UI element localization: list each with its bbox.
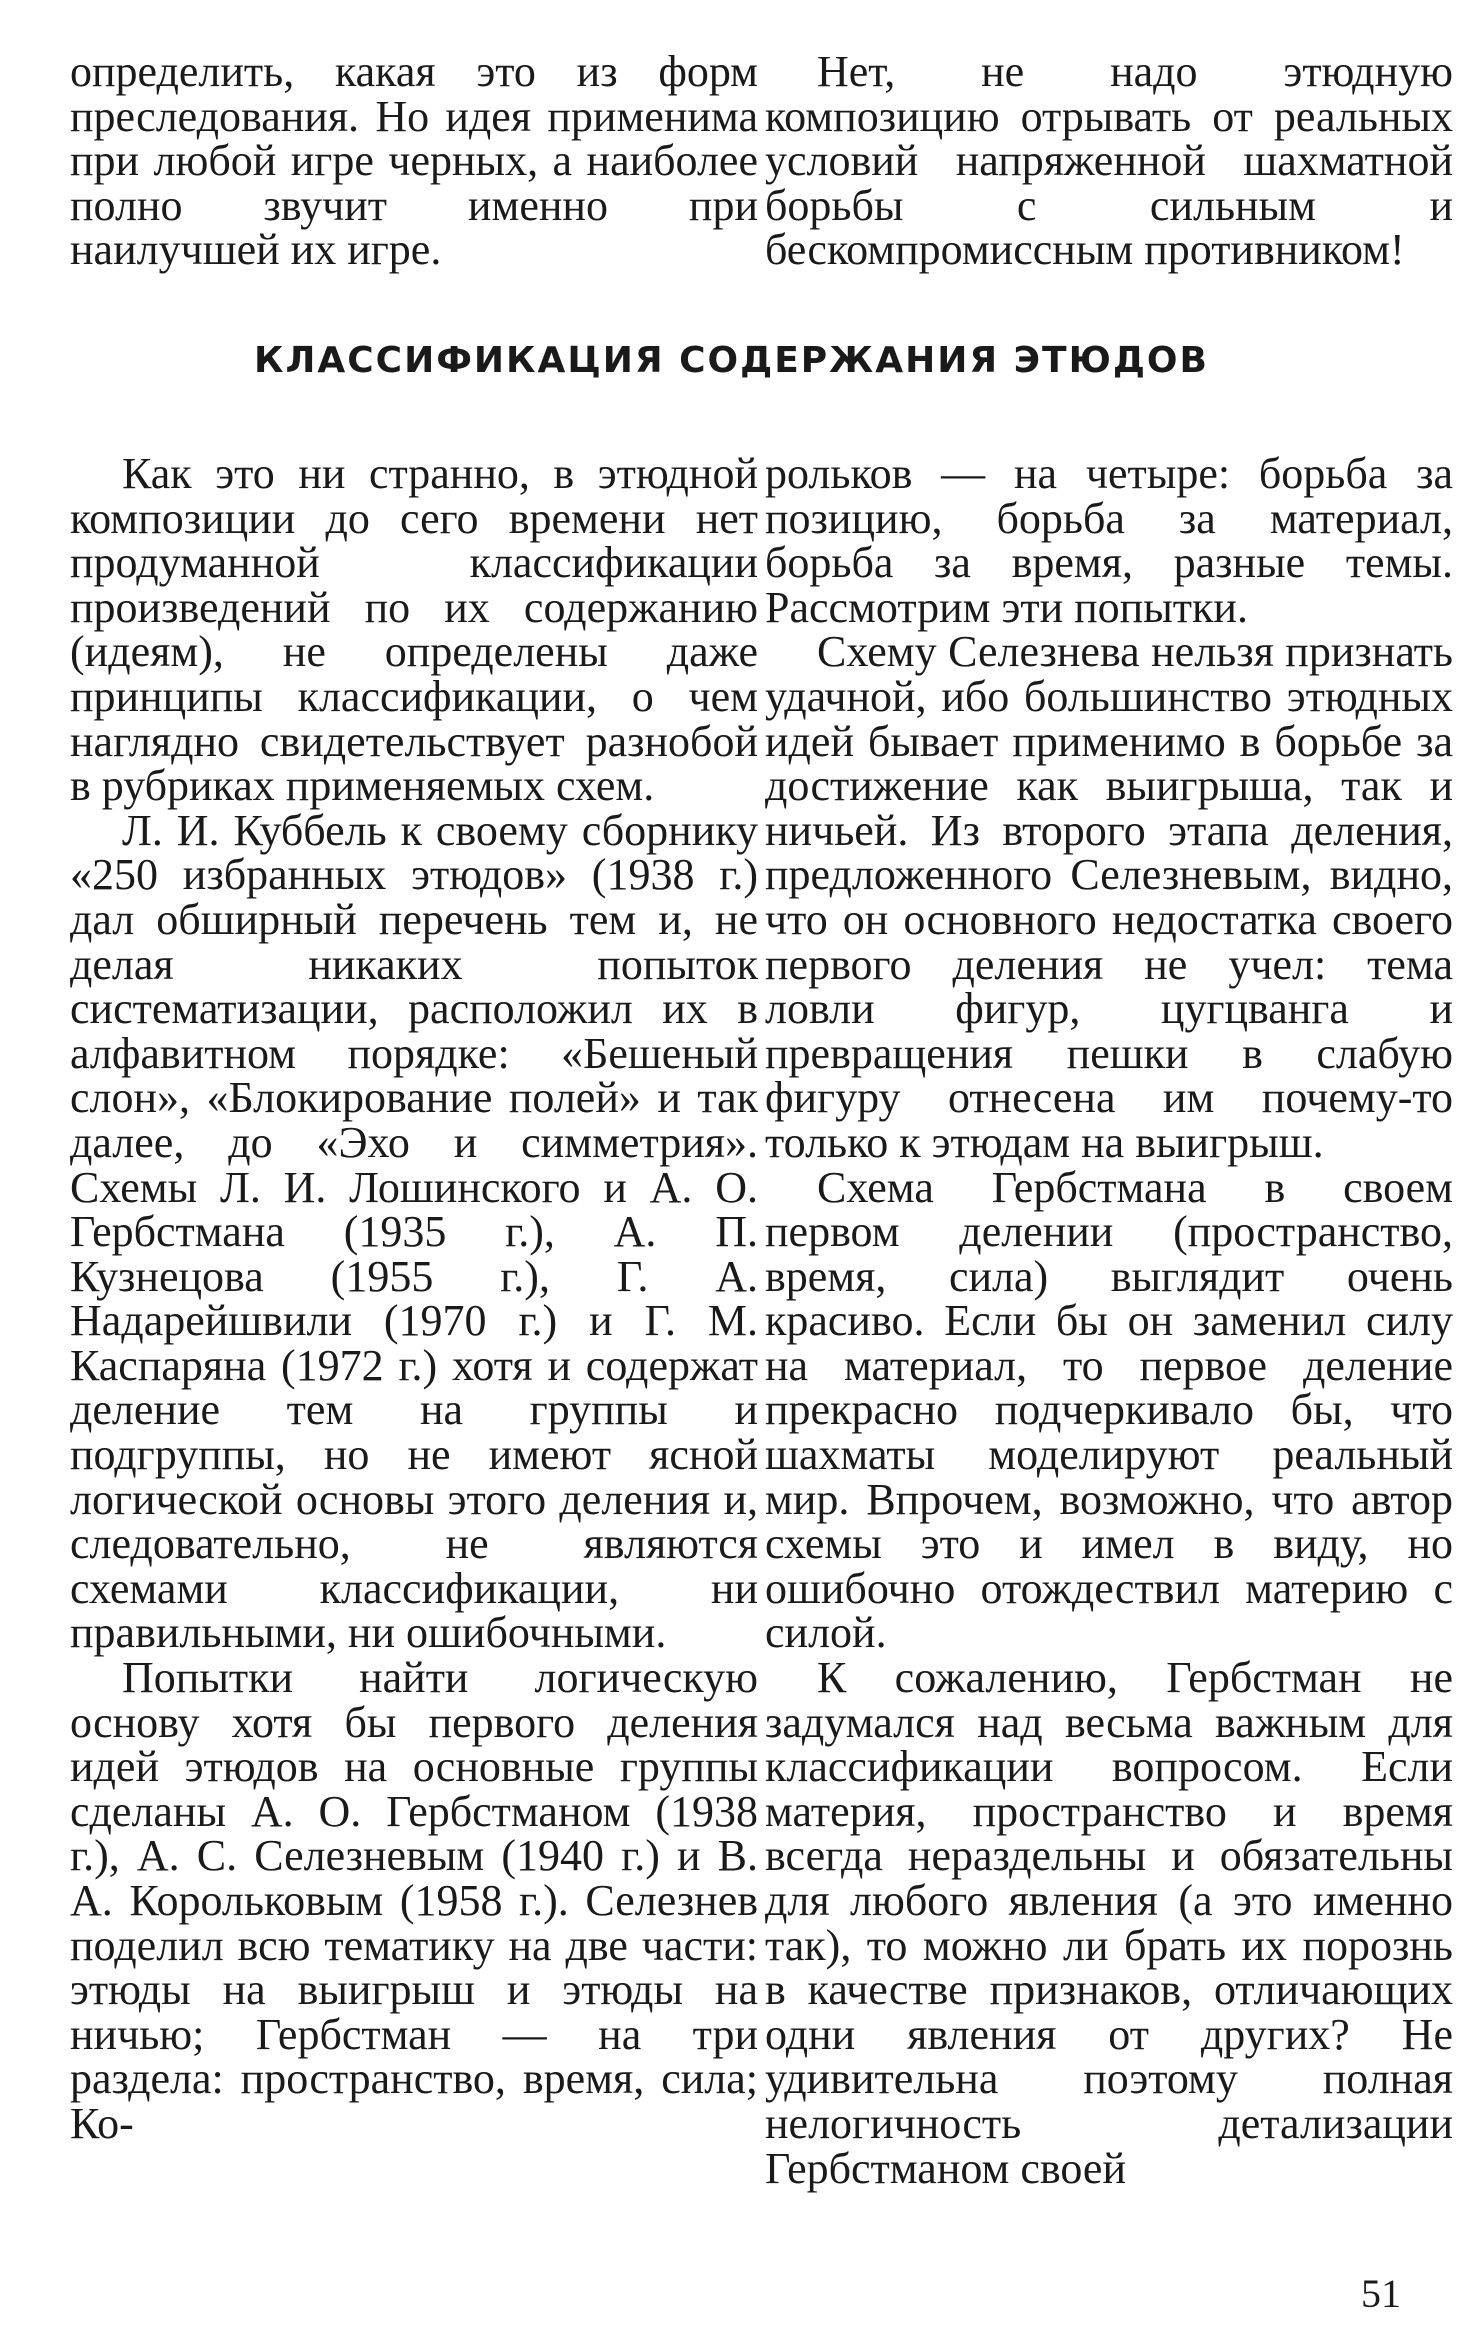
right-paragraph-2: Схему Селезнева нельзя признать удачной, ибо большинство этюдных идей бывает применимо в борьбе за достижение как выигрыша, так и ничьей. Из второго этапа деления, предложенного Селезневым, видно, что он основного недостатка своего первого деления не учел: тема ловли фигур, цугцванга и превращения пешки в слабую фигуру отнесена им почему-то только к этюдам на выигрыш. xyxy=(765,627,1453,1167)
left-paragraph-3: Попытки найти логическую основу хотя бы первого деления идей этюдов на основные группы сделаны А. О. Гербстманом (1938 г.), А. С. Селезневым (1940 г.) и В. А. Корольковым (1958 г.). Селезнев поделил всю тематику на две части: этюды на выигрыш и этюды на ничью; Гербстман — на три раздела: пространство, время, сила; Ко- xyxy=(70,1653,758,2148)
right-paragraph-3: Схема Гербстмана в своем первом делении (пространство, время, сила) выглядит очень красиво. Если бы он заменил силу на материал, то первое деление прекрасно подчеркивало бы, что шахматы моделируют реальный мир. Впрочем, возможно, что автор схемы это и имел в виду, но ошибочно отождествил материю с силой. xyxy=(765,1162,1453,1658)
left-column xyxy=(70,449,758,2148)
section-heading: КЛАССИФИКАЦИЯ СОДЕРЖАНИЯ ЭТЮДОВ xyxy=(254,340,1209,381)
top-right-column xyxy=(765,47,1453,275)
page-number: 51 xyxy=(1361,2271,1401,2316)
top-right-paragraph: Нет, не надо этюдную композицию отрывать от реальных условий напряженной шахматной борьбы с сильным и бескомпромиссным противником! xyxy=(765,47,1453,275)
left-paragraph-1: Как это ни странно, в этюдной композиции до сего времени нет продуманной классификации произведений по их содержанию (идеям), не определены даже принципы классификации, о чем наглядно свидетельствует разнобой в рубриках применяемых схем. xyxy=(70,449,758,811)
right-paragraph-4: К сожалению, Гербстман не задумался над весьма важным для классификации вопросом. Если материя, пространство и время всегда нераздельны и обязательны для любого явления (а это именно так), то можно ли брать их порознь в качестве признаков, отличающих одни явления от других? Не удивительна поэтому полная нелогичность детализации Гербстманом своей xyxy=(765,1653,1453,2193)
top-left-column xyxy=(70,47,758,275)
top-left-paragraph: определить, какая это из форм преследования. Но идея применима при любой игре черных, а наиболее полно звучит именно при наилучшей их игре. xyxy=(70,47,758,275)
right-paragraph-1: рольков — на четыре: борьба за позицию, борьба за материал, борьба за время, разные темы. Рассмотрим эти попытки. xyxy=(765,449,1453,632)
right-column xyxy=(765,449,1453,2193)
left-paragraph-2: Л. И. Куббель к своему сборнику «250 избранных этюдов» (1938 г.) дал обширный перечень тем и, не делая никаких попыток систематизации, расположил их в алфавитном порядке: «Бешеный слон», «Блокирование полей» и так далее, до «Эхо и симметрия». Схемы Л. И. Лошинского и А. О. Гербстмана (1935 г.), А. П. Кузнецова (1955 г.), Г. А. Надарейшвили (1970 г.) и Г. М. Каспаряна (1972 г.) хотя и содержат деление тем на группы и подгруппы, но не имеют ясной логической основы этого деления и, следовательно, не являются схемами классификации, ни правильными, ни ошибочными. xyxy=(70,805,758,1658)
